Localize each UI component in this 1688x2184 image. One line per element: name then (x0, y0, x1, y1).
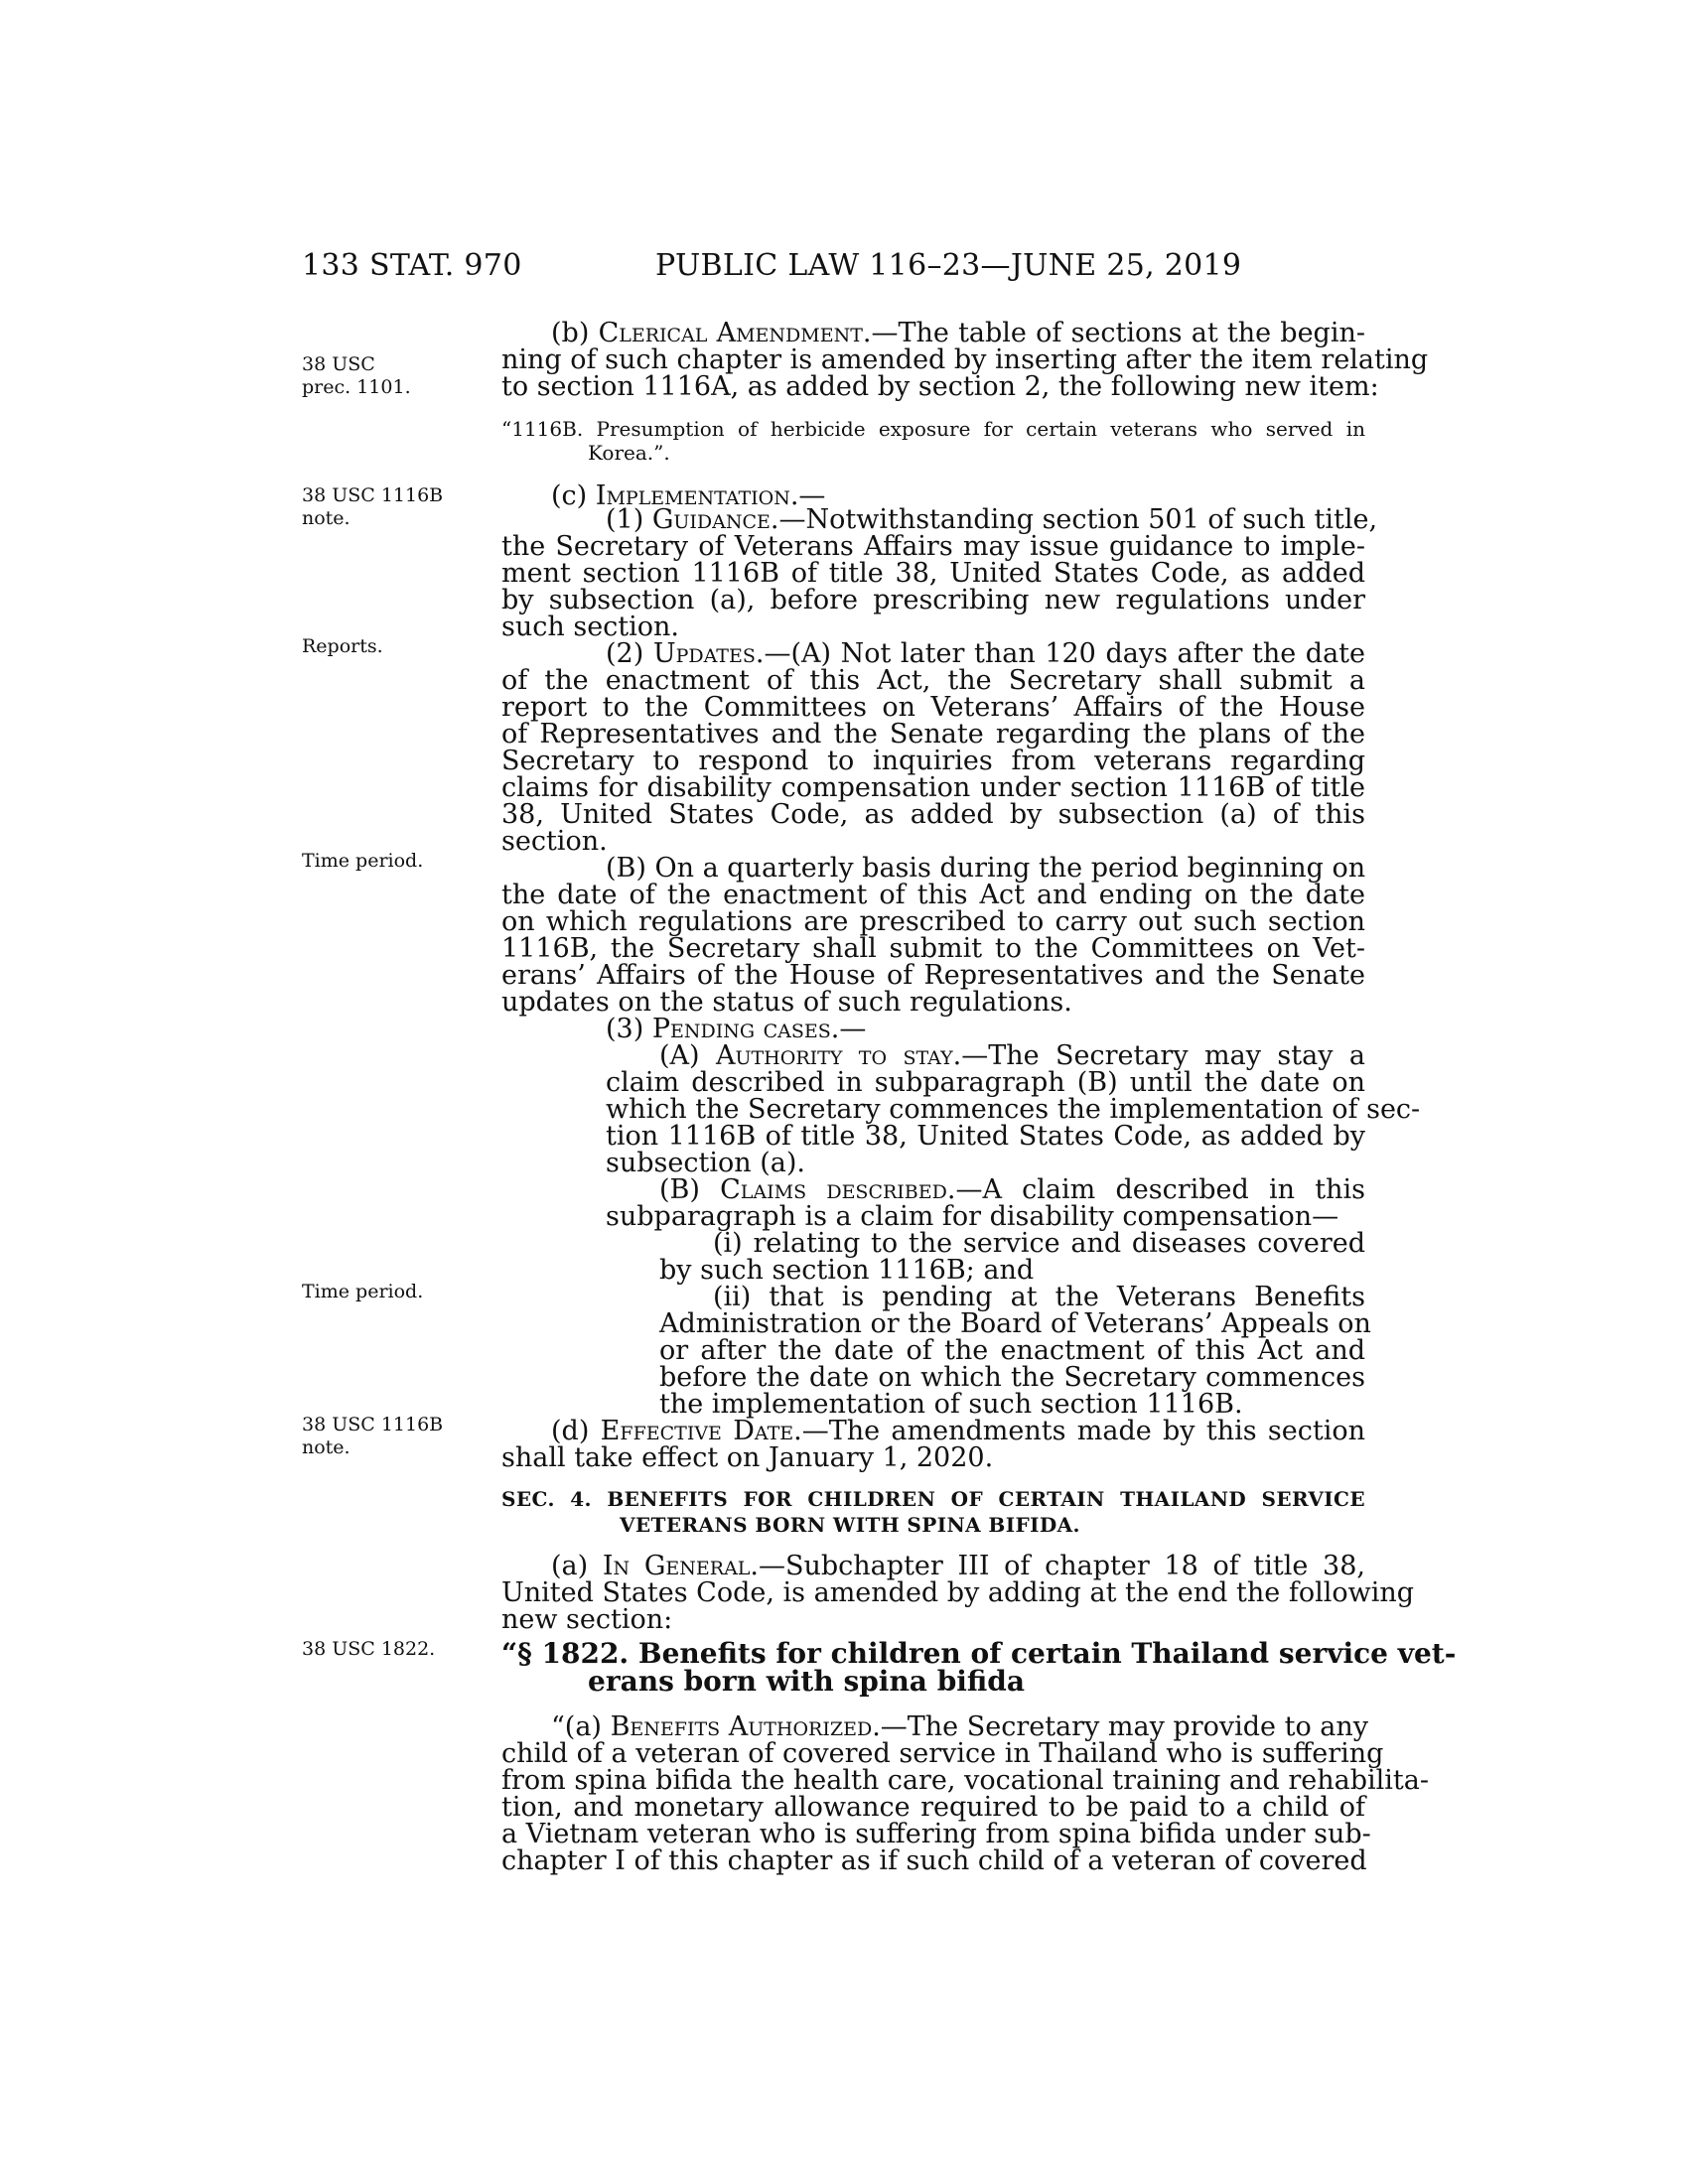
text-line (501, 560, 1365, 588)
line-text: to section 1116A, as added by section 2, the following new item: (501, 371, 1379, 402)
text-line (659, 1176, 1365, 1204)
line-text: new section: (501, 1604, 673, 1635)
text-line (659, 1391, 1365, 1419)
line-text: “§ 1822. Benefits for children of certain Thailand service vet- (501, 1637, 1457, 1670)
text-line (501, 1738, 1384, 1769)
page-stat-number: 133 STAT. 970 (302, 248, 522, 283)
text-line (501, 748, 1365, 775)
text-line (606, 1094, 1421, 1125)
running-header-title: PUBLIC LAW 116–23—JUNE 25, 2019 (655, 248, 1242, 283)
heading-small-caps: Effective Date (600, 1416, 794, 1446)
line-text: such section. (501, 612, 680, 642)
line-text: by such section 1116B; and (659, 1255, 1035, 1286)
text-line (501, 1765, 1429, 1796)
line-text: updates on the status of such regulations. (501, 987, 1072, 1018)
text-line (501, 962, 1365, 990)
text-line (588, 441, 894, 465)
text-line (501, 1444, 1365, 1472)
paragraph-designation: (B) (659, 1174, 721, 1205)
text-line (501, 1577, 1415, 1608)
margin-note-time-period: Time period. (302, 1281, 424, 1302)
line-text: tion, and monetary allowance required to be paid to a child of (501, 1792, 1365, 1823)
heading-small-caps: Claims described (720, 1174, 947, 1205)
text-line (551, 1418, 1365, 1445)
line-text: Administration or the Board of Veterans’ Appeals on (659, 1308, 1371, 1339)
margin-note-usc-1822: 38 USC 1822. (302, 1638, 436, 1660)
text-line (606, 1123, 1365, 1151)
text-line (501, 828, 1365, 856)
paragraph-designation: (A) (659, 1040, 716, 1071)
margin-note-usc-1116b: 38 USC 1116B note. (302, 484, 444, 529)
text-line (501, 417, 1365, 441)
text-line (501, 801, 1365, 829)
heading-small-caps: Pending cases (651, 1014, 831, 1044)
line-text: ning of such chapter is amended by inserting after the item relating (501, 344, 1429, 375)
text-line (606, 640, 1365, 668)
heading-small-caps: Clerical Amendment (598, 318, 863, 348)
line-text: from spina bifida the health care, vocational training and rehabilita- (501, 1765, 1429, 1796)
text-line (501, 1485, 1365, 1513)
line-text: shall take effect on January 1, 2020. (501, 1442, 994, 1473)
text-line (501, 614, 1365, 641)
line-text: 38, United States Code, as added by subsection (a) of this (501, 799, 1365, 830)
text-line (501, 774, 1365, 802)
text-line (501, 371, 1379, 402)
line-text: (ii) that is pending at the Veterans Benefits (713, 1282, 1365, 1312)
line-text: Secretary to respond to inquiries from veterans regarding (501, 746, 1365, 776)
paragraph-designation: (a) (551, 1551, 603, 1581)
text-line (551, 1553, 1365, 1580)
heading-small-caps: Updates (652, 638, 756, 669)
paragraph-designation: “(a) (551, 1711, 611, 1742)
margin-note-usc-1116b: 38 USC 1116B note. (302, 1414, 444, 1458)
paragraph-designation: (1) (606, 504, 652, 535)
line-text: Korea.”. (588, 441, 670, 465)
text-line (501, 694, 1365, 722)
line-text: (i) relating to the service and diseases covered (713, 1228, 1365, 1259)
heading-small-caps: Benefits Authorized (610, 1711, 873, 1742)
text-line (659, 1308, 1371, 1339)
paragraph-designation: (d) (551, 1416, 601, 1446)
line-text: .—The Secretary may provide to any (872, 1711, 1369, 1742)
heading-small-caps: Authority to stay (716, 1040, 953, 1071)
text-line (606, 1203, 1365, 1231)
text-line (501, 587, 1365, 614)
line-text: SEC. 4. BENEFITS FOR CHILDREN OF CERTAIN THAILAND SERVICE (501, 1487, 1365, 1511)
text-line (501, 667, 1365, 695)
text-line (501, 533, 1365, 561)
text-line (606, 855, 1365, 883)
line-text: child of a veteran of covered service in Thailand who is suffering (501, 1738, 1384, 1769)
margin-note-reports: Reports. (302, 635, 383, 657)
line-text: (B) On a quarterly basis during the period beginning on (606, 853, 1366, 884)
line-text: the Secretary of Veterans Affairs may issue guidance to imple- (501, 531, 1365, 562)
text-line (501, 344, 1429, 375)
line-text: which the Secretary commences the implementation of sec- (606, 1094, 1421, 1125)
line-text: erans born with spina bifida (588, 1665, 1025, 1698)
line-text: .—Notwithstanding section 501 of such title, (770, 504, 1378, 535)
line-text: .—The table of sections at the begin- (862, 318, 1365, 348)
text-line (659, 1364, 1365, 1392)
text-line (588, 1665, 1192, 1698)
text-line (501, 908, 1365, 936)
text-line (501, 1847, 1365, 1875)
text-line (501, 989, 1365, 1017)
text-line (551, 1711, 1369, 1742)
line-text: before the date on which the Secretary commences (659, 1362, 1365, 1393)
line-text: claims for disability compensation under section 1116B of title (501, 772, 1365, 803)
line-text: .—The amendments made by this section (793, 1416, 1366, 1446)
paragraph-designation: (2) (606, 638, 653, 669)
line-text: a Vietnam veteran who is suffering from spina bifida under sub- (501, 1819, 1371, 1849)
text-line (501, 1819, 1371, 1849)
line-text: subparagraph is a claim for disability compensation— (606, 1201, 1339, 1232)
paragraph-designation: (c) (551, 480, 596, 511)
line-text: the implementation of such section 1116B. (659, 1389, 1243, 1420)
line-text: of Representatives and the Senate regarding the plans of the (501, 719, 1365, 750)
line-text: United States Code, is amended by adding at the end the following (501, 1577, 1415, 1608)
line-text: .— (830, 1014, 867, 1044)
line-text: .—Subchapter III of chapter 18 of title 38, (750, 1551, 1365, 1581)
text-line (606, 1069, 1365, 1097)
line-text: ment section 1116B of title 38, United States Code, as added (501, 558, 1365, 589)
line-text: or after the date of the enactment of this Act and (659, 1335, 1365, 1366)
text-line (501, 935, 1365, 963)
text-line (501, 1794, 1365, 1822)
line-text: “1116B. Presumption of herbicide exposure for certain veterans who served in (501, 417, 1365, 441)
line-text: .— (789, 480, 826, 511)
heading-small-caps: Implementation (595, 480, 790, 511)
heading-small-caps: In General (602, 1551, 751, 1581)
text-line (606, 1150, 1365, 1177)
line-text: VETERANS BORN WITH SPINA BIFIDA. (620, 1513, 1080, 1537)
text-line (713, 1230, 1365, 1258)
line-text: erans’ Affairs of the House of Representatives and the Senate (501, 960, 1365, 991)
line-text: of the enactment of this Act, the Secretary shall submit a (501, 665, 1365, 696)
paragraph-designation: (3) (606, 1014, 652, 1044)
line-text: tion 1116B of title 38, United States Code, as added by (606, 1121, 1365, 1152)
text-line (659, 1337, 1365, 1365)
text-line (606, 1016, 1365, 1043)
text-line (606, 504, 1378, 535)
heading-small-caps: Guidance (651, 504, 771, 535)
line-text: chapter I of this chapter as if such child of a veteran of covered (501, 1845, 1367, 1876)
text-line (501, 1637, 1457, 1670)
line-text: .—(A) Not later than 120 days after the date (755, 638, 1365, 669)
text-line (659, 1042, 1365, 1070)
text-line (501, 721, 1365, 749)
margin-note-time-period: Time period. (302, 850, 424, 872)
line-text: the date of the enactment of this Act and ending on the date (501, 880, 1365, 910)
line-text: section. (501, 826, 608, 857)
text-line (551, 320, 1365, 347)
line-text: 1116B, the Secretary shall submit to the Committees on Vet- (501, 933, 1365, 964)
line-text: claim described in subparagraph (B) until the date on (606, 1067, 1365, 1098)
line-text: by subsection (a), before prescribing new regulations under (501, 585, 1365, 615)
margin-note-usc-prec: 38 USC prec. 1101. (302, 353, 411, 398)
text-line (501, 882, 1365, 909)
text-line (501, 1606, 1365, 1634)
line-text: report to the Committees on Veterans’ Affairs of the House (501, 692, 1365, 723)
line-text: subsection (a). (606, 1148, 805, 1178)
text-line (659, 1257, 1365, 1285)
line-text: .—A claim described in this (946, 1174, 1366, 1205)
line-text: .—The Secretary may stay a (952, 1040, 1365, 1071)
paragraph-designation: (b) (551, 318, 599, 348)
line-text: on which regulations are prescribed to carry out such section (501, 906, 1365, 937)
text-line (620, 1511, 1251, 1539)
text-line (713, 1284, 1365, 1311)
